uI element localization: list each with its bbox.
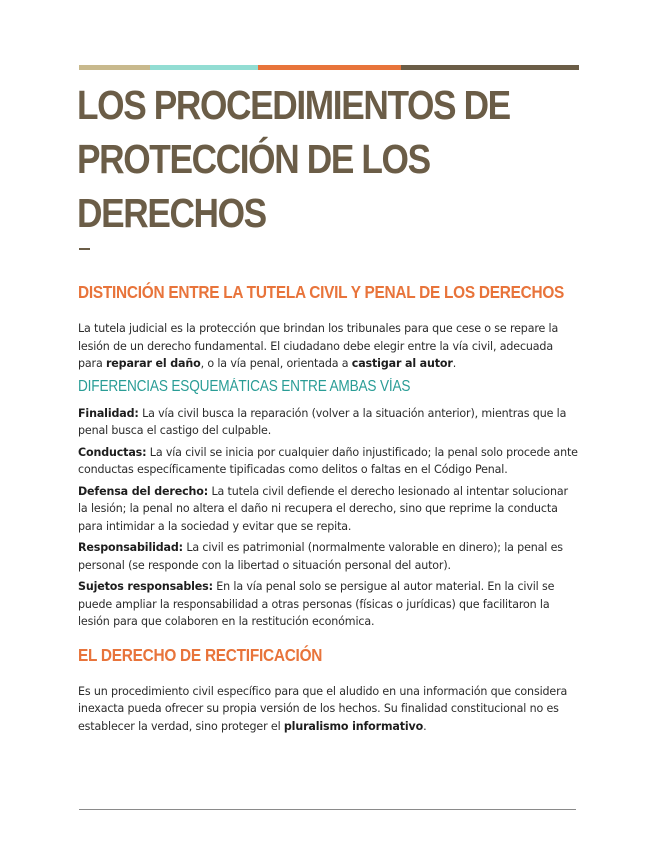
item-term-finalidad: Finalidad: [78,406,139,420]
title-line-1: LOS PROCEDIMIENTOS DE [77,82,510,128]
section-heading-rectificacion: EL DERECHO DE RECTIFICACIÓN [78,644,323,665]
item-text: La vía civil se inicia por cualquier daño injustificado; la penal solo procede ante conductas específicamente tipificadas como delitos o faltas en el Código Penal. [78,445,578,476]
color-bar-segment-beige [79,65,150,70]
item-term-conductas: Conductas: [78,445,147,459]
intro-text-2: , o la vía penal, orientada a [200,357,352,370]
item-term-defensa: Defensa del derecho: [78,484,209,498]
color-bar-segment-brown [401,65,579,70]
section-heading-tutela: DISTINCIÓN ENTRE LA TUTELA CIVIL Y PENAL DE LOS DERECHOS [78,282,565,302]
intro-text-1: La tutela judicial es la protección que brindan los tribunales para que cese o se repare la lesión de un derecho fundamental. El ciudadano debe elegir entre la vía civil, adecuada para [78,322,559,370]
item-text: La tutela civil defiende el derecho lesionado al intentar solucionar la lesión; la penal no altera el daño ni recupera el derecho, sino que reprime la conducta para intimidar a la sociedad y evitar que se repita. [78,484,568,533]
title-line-2: PROTECCIÓN DE LOS [77,136,430,182]
intro-text-3: . [452,357,457,370]
intro-paragraph [78,320,578,373]
decorative-color-bar [79,65,579,70]
color-bar-segment-teal [150,65,258,70]
rectificacion-text-2: . [423,719,427,733]
item-term-sujetos: Sujetos responsables: [78,580,213,593]
rectificacion-paragraph [78,683,578,736]
title-underline-dash [79,248,90,250]
intro-bold-reparar: reparar el daño [105,357,201,370]
list-item [78,539,578,574]
list-item [78,578,578,631]
item-text: La civil es patrimonial (normalmente valorable en dinero); la penal es personal (se responde con la libertad o situación personal del autor). [78,541,563,572]
list-item [78,444,578,479]
document-title [77,78,510,240]
item-text: La vía civil busca la reparación (volver a la situación anterior), mientras que la penal busca el castigo del culpable. [78,406,567,437]
document-body [78,280,578,739]
intro-bold-castigar: castigar al autor [351,357,453,370]
list-item [78,405,578,440]
color-bar-segment-orange [258,65,401,70]
item-term-responsabilidad: Responsabilidad: [78,541,183,554]
item-text: En la vía penal solo se persigue al autor material. En la civil se puede ampliar la responsabilidad a otras personas (físicas o jurídicas) que facilitaron la lesión para que colaboren en la restitución económica. [78,580,555,628]
footer-divider [79,809,576,810]
list-item [78,483,578,536]
rectificacion-bold-pluralismo: pluralismo informativo [283,719,424,733]
title-line-3: DERECHOS [77,190,266,236]
subheading-diferencias: DIFERENCIAS ESQUEMÁTICAS ENTRE AMBAS VÍAS [78,377,411,395]
rectificacion-text-1: Es un procedimiento civil específico para que el aludido en una información que considera inexacta pueda ofrecer su propia versión de los hechos. Su finalidad constitucional no es establecer la verdad, sino proteger el [78,684,568,733]
